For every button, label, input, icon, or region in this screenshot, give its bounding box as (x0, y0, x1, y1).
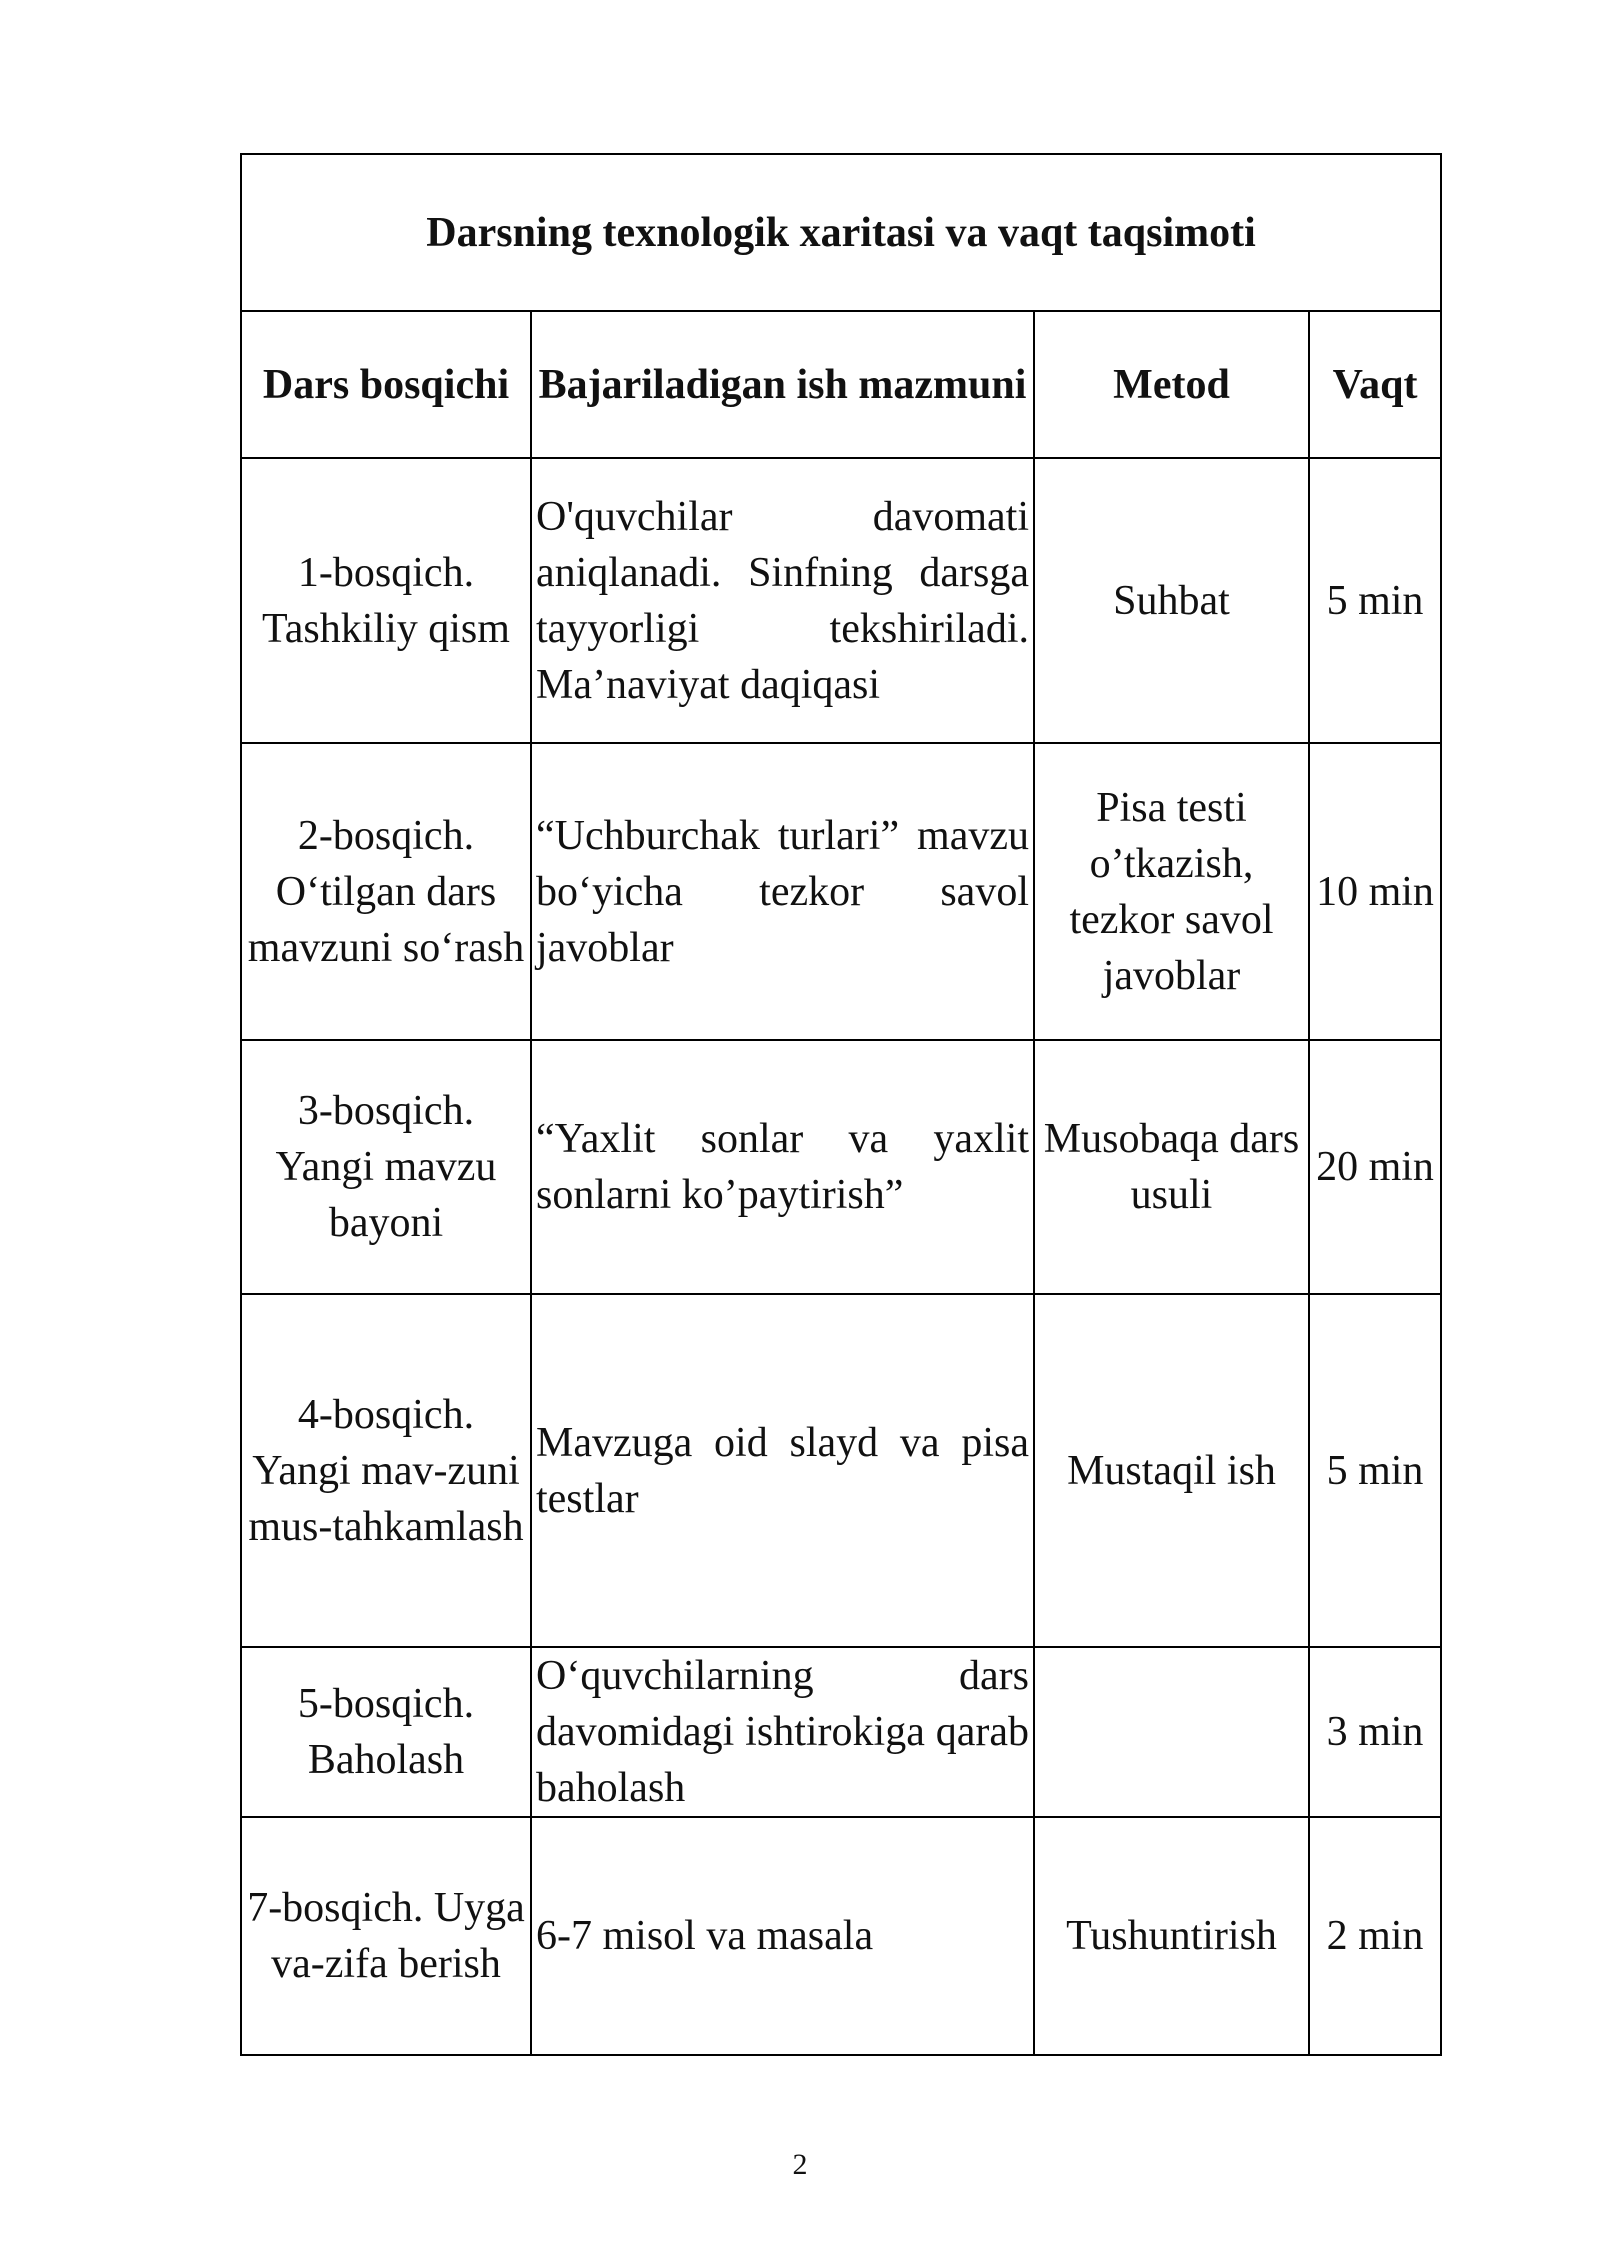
stage-cell: 3-bosqich. Yangi mavzu bayoni (241, 1040, 531, 1294)
table-row (241, 1040, 1441, 1294)
content-cell: O‘quvchilarning dars davomidagi ishtirokiga qarab baholash (531, 1647, 1034, 1817)
header-content: Bajariladigan ish mazmuni (531, 311, 1034, 458)
time-cell: 5 min (1309, 458, 1441, 743)
stage-cell: 7-bosqich. Uyga va-zifa berish (241, 1817, 531, 2055)
stage-cell: 2-bosqich. O‘tilgan dars mavzuni so‘rash (241, 743, 531, 1040)
stage-cell: 1-bosqich. Tashkiliy qism (241, 458, 531, 743)
table-title: Darsning texnologik xaritasi va vaqt taqsimoti (241, 154, 1441, 311)
content-cell: O'quvchilar davomati aniqlanadi. Sinfning darsga tayyorligi tekshiriladi. Ma’naviyat daqiqasi (531, 458, 1034, 743)
header-stage: Dars bosqichi (241, 311, 531, 458)
method-cell: Mustaqil ish (1034, 1294, 1309, 1647)
content-cell: “Yaxlit sonlar va yaxlit sonlarni ko’paytirish” (531, 1040, 1034, 1294)
time-cell: 3 min (1309, 1647, 1441, 1817)
stage-cell: 5-bosqich. Baholash (241, 1647, 531, 1817)
table-row (241, 1294, 1441, 1647)
page-number: 2 (792, 2148, 808, 2181)
method-cell (1034, 1647, 1309, 1817)
method-cell: Pisa testi o’tkazish, tezkor savol javoblar (1034, 743, 1309, 1040)
time-cell: 10 min (1309, 743, 1441, 1040)
header-time: Vaqt (1309, 311, 1441, 458)
stage-cell: 4-bosqich. Yangi mav-zuni mus-tahkamlash (241, 1294, 531, 1647)
method-cell: Suhbat (1034, 458, 1309, 743)
lesson-plan-table (240, 153, 1442, 2056)
method-cell: Tushuntirish (1034, 1817, 1309, 2055)
table-row (241, 1817, 1441, 2055)
content-cell: Mavzuga oid slayd va pisa testlar (531, 1294, 1034, 1647)
header-method: Metod (1034, 311, 1309, 458)
content-cell: “Uchburchak turlari” mavzu bo‘yicha tezkor savol javoblar (531, 743, 1034, 1040)
table-row (241, 1647, 1441, 1817)
table-row (241, 743, 1441, 1040)
content-cell: 6-7 misol va masala (531, 1817, 1034, 2055)
time-cell: 5 min (1309, 1294, 1441, 1647)
time-cell: 20 min (1309, 1040, 1441, 1294)
table-row (241, 458, 1441, 743)
method-cell: Musobaqa dars usuli (1034, 1040, 1309, 1294)
time-cell: 2 min (1309, 1817, 1441, 2055)
